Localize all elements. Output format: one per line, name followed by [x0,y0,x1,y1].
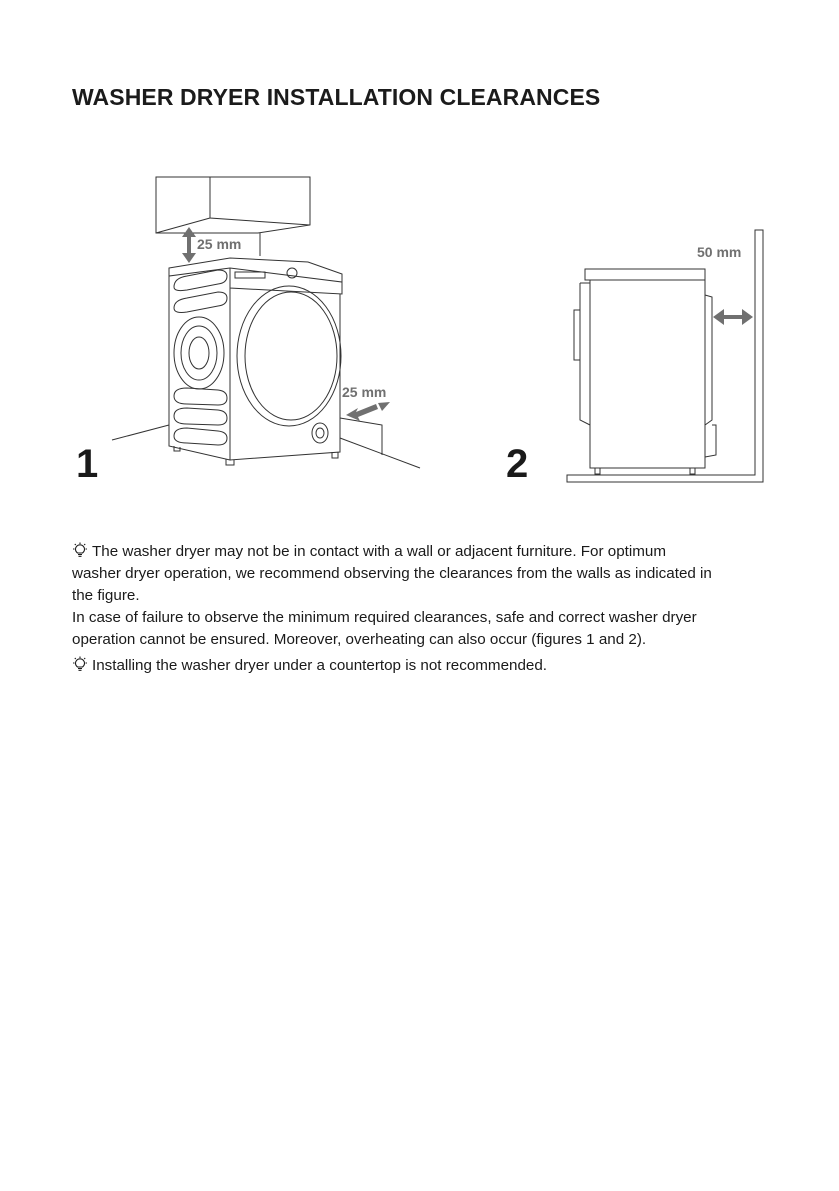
page-title: WASHER DRYER INSTALLATION CLEARANCES [72,84,601,110]
rear-clearance-label: 50 mm [697,244,742,260]
note-line: the figure. [72,587,140,604]
program-knob [287,268,297,278]
rear-wall-and-floor [567,230,763,482]
top-clearance-label: 25 mm [197,236,242,252]
note-line: The washer dryer may not be in contact with a wall or adjacent furniture. For optimum [72,541,772,563]
figure-2-drawing [500,225,770,490]
clearance-note [72,541,772,651]
overhead-cabinet [156,177,310,233]
side-clearance-label: 25 mm [342,384,387,400]
door-outer-ring [237,286,341,426]
figure-1-front-perspective [70,170,430,490]
filter-cover [312,423,328,443]
lightbulb-icon [72,542,88,559]
lightbulb-icon [72,656,88,673]
machine-top-side [585,269,705,280]
figure-2-side-view [500,225,770,490]
figure-2-number: 2 [506,442,529,486]
door-glass [245,292,337,420]
top-clearance-arrow [182,227,196,263]
door-profile [580,283,590,425]
countertop-note [72,655,772,677]
side-clearance-arrow [346,402,390,421]
left-wall-line [112,425,169,440]
note-line: In case of failure to observe the minimum required clearances, safe and correct washer dryer [72,609,697,626]
figure-1-number: 1 [76,442,99,486]
side-wall [340,418,382,455]
rear-clearance-arrow [713,309,753,325]
figure-1-drawing [70,170,430,490]
note-line: operation cannot be ensured. Moreover, overheating can also occur (figures 1 and 2). [72,631,647,648]
note-line: Installing the washer dryer under a countertop is not recommended. [72,655,772,677]
machine-body-side [590,280,705,468]
right-floor-line [340,438,420,468]
note-line: washer dryer operation, we recommend observing the clearances from the walls as indicated in [72,565,712,582]
